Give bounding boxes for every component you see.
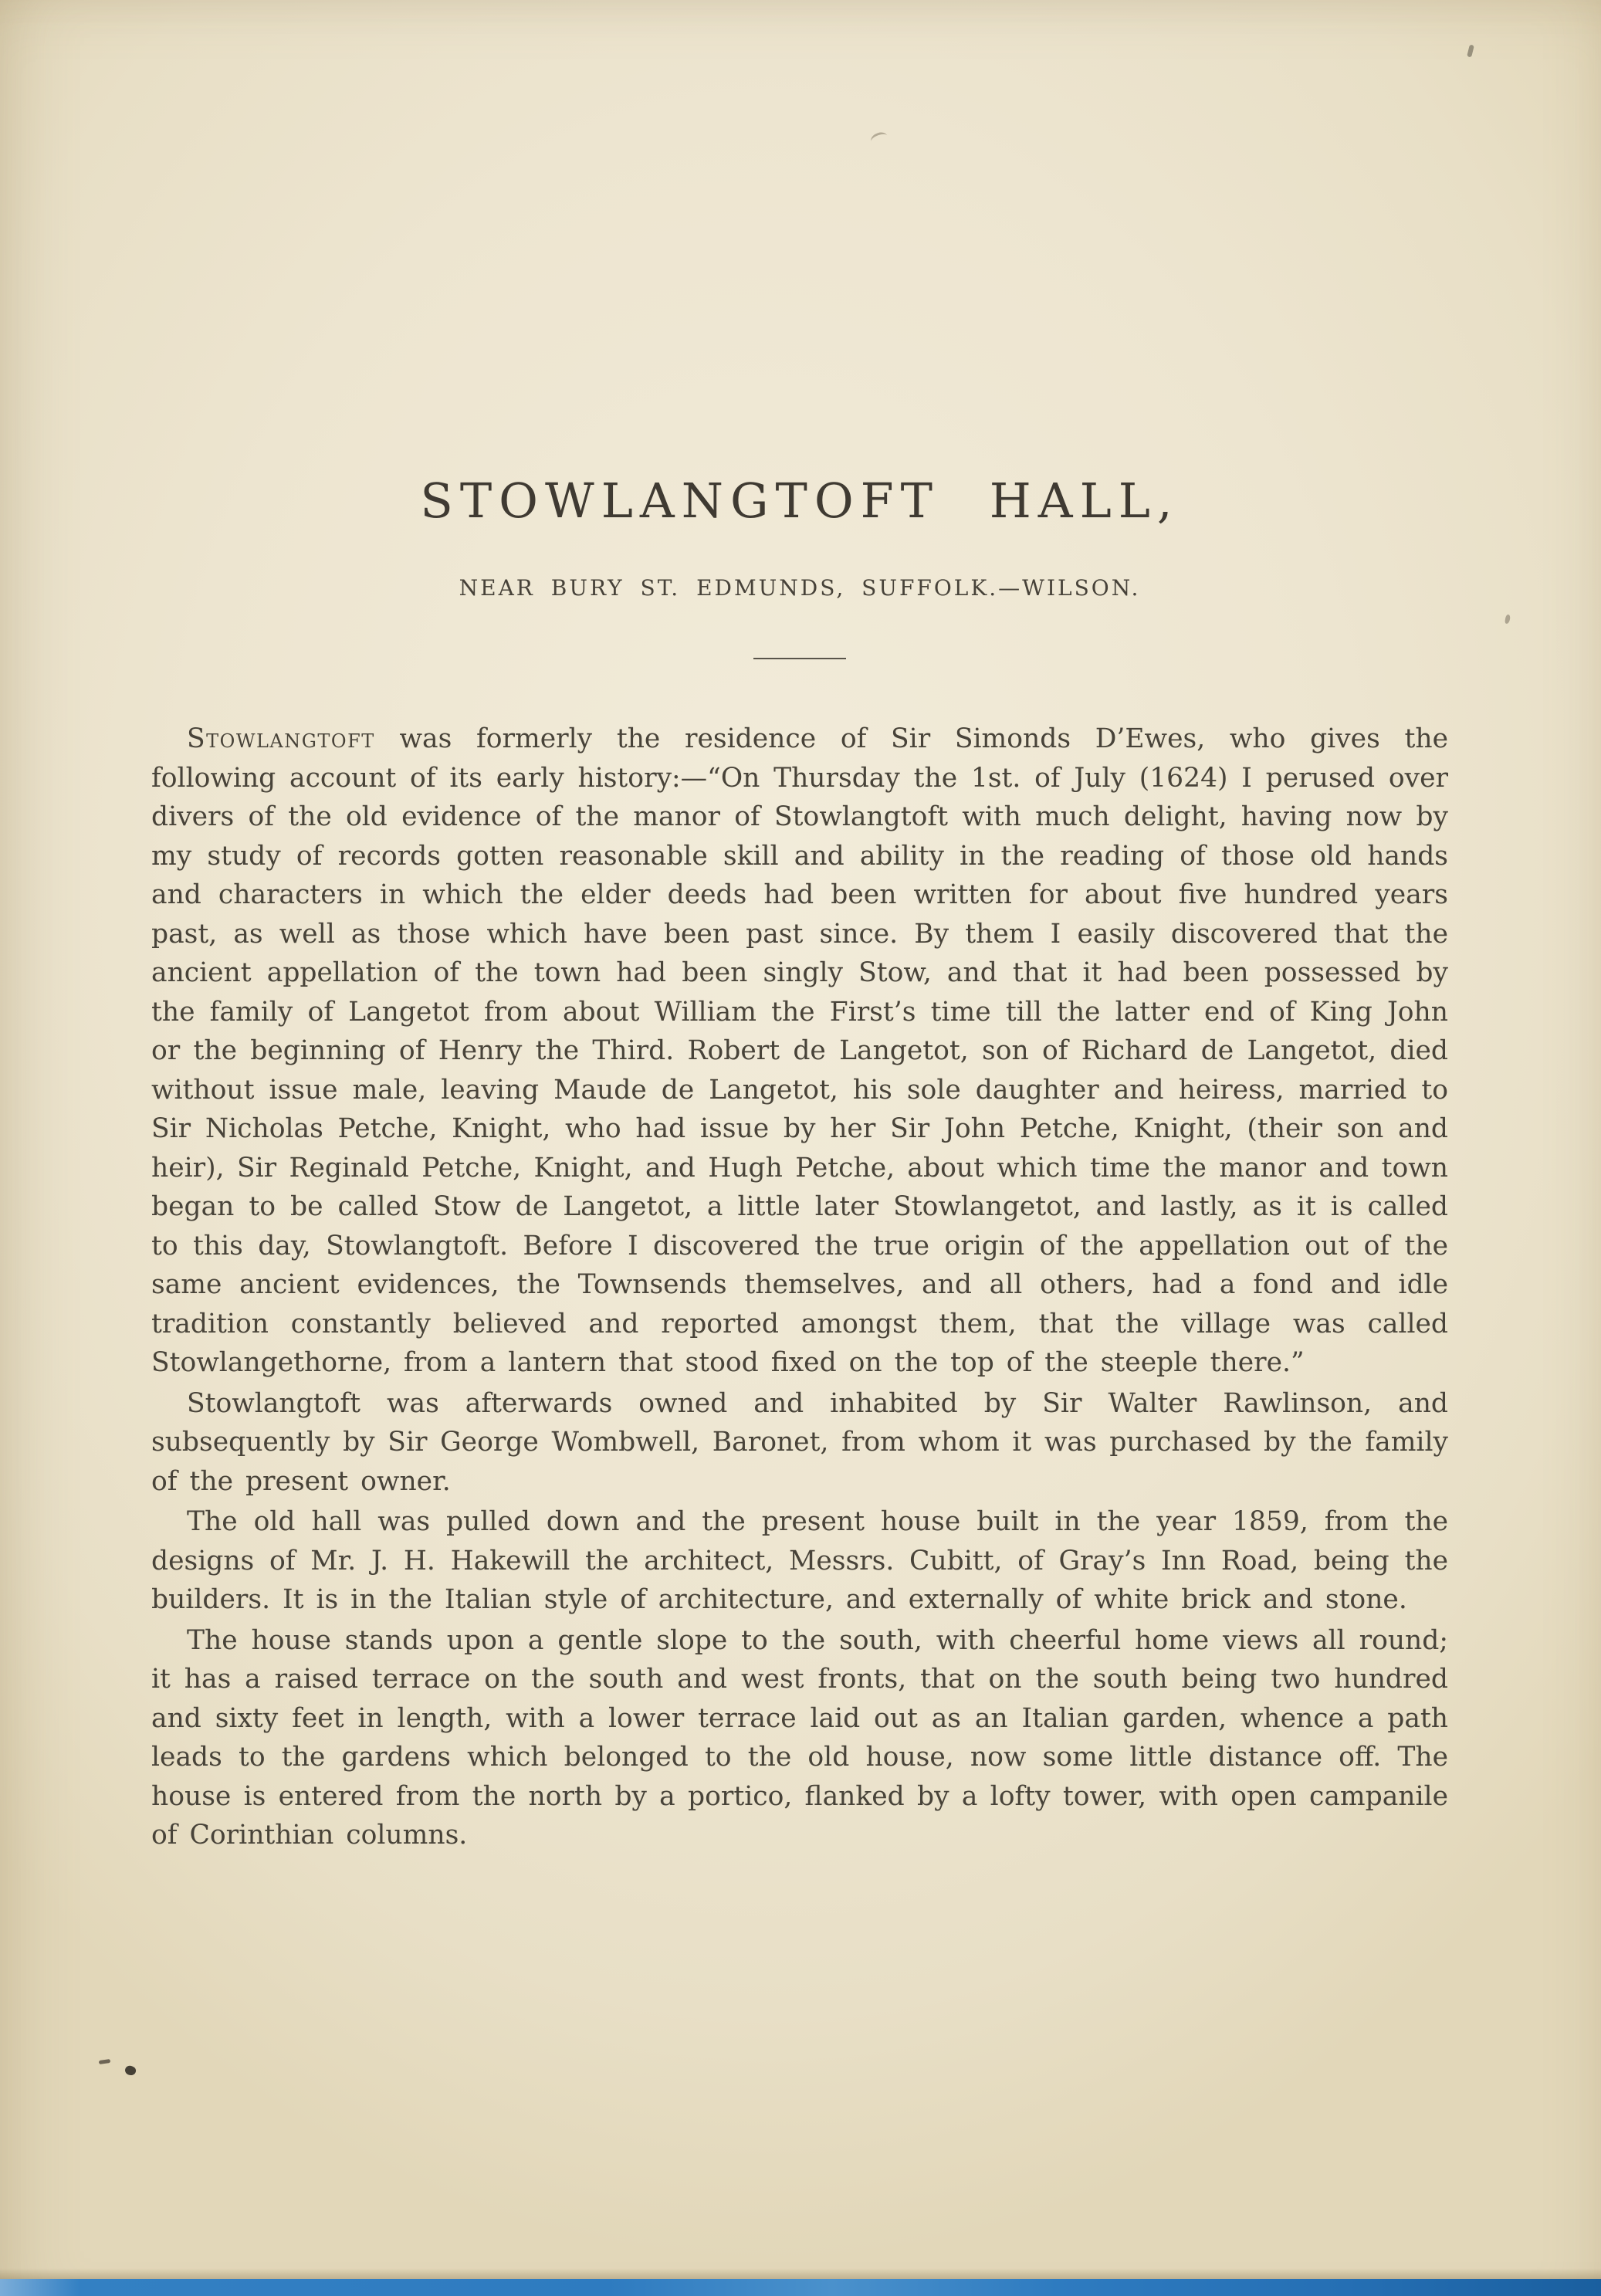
paragraph-4: The house stands upon a gentle slope to the south, with cheerful home views all round; it has a raised terrace on the south and west fronts, that on the south being two hundred and sixty feet in length, with a lower terrace laid out as an Italian garden, whence a path leads to the gardens which belonged to the old house, now some little distance off. The house is entered from the north by a portico, flanked by a lofty tower, with open campanile of Corinthian columns. — [151, 1624, 1448, 1851]
page-title: STOWLANGTOFT HALL, — [420, 472, 1180, 529]
paragraph-3: The old hall was pulled down and the present house built in the year 1859, from the designs of Mr. J. H. Hakewill the architect, Messrs. Cubitt, of Gray’s Inn Road, being the builders. It is in the Italian style of architecture, and externally of white brick and stone. — [151, 1506, 1448, 1615]
scan-edge-strip — [0, 2279, 1601, 2296]
paragraph-1-lead-word: Stowlangtoft — [187, 723, 375, 754]
paragraph-1 — [151, 720, 1448, 1383]
title-divider — [753, 658, 846, 659]
scan-speck — [1505, 615, 1511, 625]
scan-speck — [1467, 45, 1474, 58]
ink-speck-dot — [124, 2064, 137, 2077]
ink-speck-dash — [99, 2059, 111, 2064]
page-content — [151, 0, 1448, 1855]
paragraph-1-text: was formerly the residence of Sir Simonds D’Ewes, who gives the following account of its early history:—“On Thursday the 1st. of July (1624) I perused over divers of the old evidence of the manor of Stowlangtoft with much delight, having now by my study of records gotten reasonable skill and ability in the reading of those old hands and characters in which the elder deeds had been written for about five hundred years past, as well as those which have been past since. By them I easily discovered that the ancient appellation of the town had been singly Stow, and that it had been possessed by the family of Langetot from about William the First’s time till the latter end of King John or the beginning of Henry the Third. Robert de Langetot, son of Richard de Langetot, died without issue male, leaving Maude de Langetot, his sole daughter and heiress, married to Sir Nicholas Petche, Knight, who had issue by her Sir John Petche, Knight, (their son and heir), Sir Reginald Petche, Knight, and Hugh Petche, about which time the manor and town began to be called Stow de Langetot, a little later Stowlangetot, and lastly, as it is called to this day, Stowlangtoft. Before I discovered the true origin of the appellation out of the same ancient evidences, the Townsends themselves, and all others, had a fond and idle tradition constantly believed and reported amongst them, that the village was called Stowlangethorne, from a lantern that stood fixed on the top of the steeple there.” — [151, 723, 1448, 1378]
paragraph-2: Stowlangtoft was afterwards owned and inhabited by Sir Walter Rawlinson, and subsequently by Sir George Wombwell, Baronet, from whom it was purchased by the family of the present owner. — [151, 1387, 1448, 1497]
page-bottom-shadow — [0, 2268, 1601, 2279]
page-subtitle: NEAR BURY ST. EDMUNDS, SUFFOLK.—WILSON. — [459, 575, 1141, 601]
body-text — [151, 720, 1448, 1855]
